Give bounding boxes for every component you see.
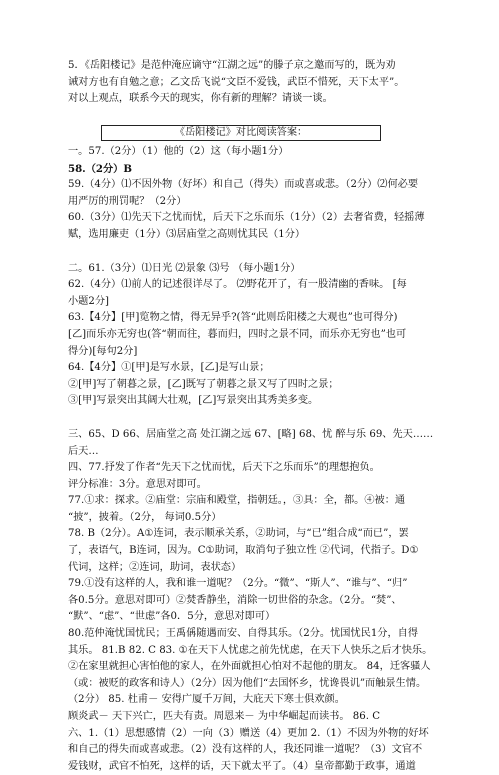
question-5-line-1: 5．《岳阳楼记》是范仲淹应谪守“江湖之远”的滕子京之邀而写的，既为劝 — [68, 60, 396, 71]
answer-line: 二。61.（3分）⑴日光 ⑵景象 ⑶号 （每小题1分） — [68, 262, 301, 274]
answer-line: 62.（4分）⑴前人的记述很详尽了。 ⑵野花开了，有一股清幽的香味。 [每 — [68, 279, 407, 291]
spacer — [68, 244, 440, 261]
answer-line: “披”，披着。（2分， 每词0.5分） — [68, 511, 222, 523]
answer-line: 59.（4分）⑴不因外物（好坏）和自己（得失）而或喜或悲。（2分）⑵何必要 — [68, 179, 419, 191]
answer-line: 顾炎武－ 天下兴亡，匹夫有责。周恩来－ 为中华崛起而读书。 86. C — [68, 711, 381, 722]
answer-line: 各0.5分。意思对即可）②焚香静坐，消除一切世俗的杂念。（2分。“焚”、 — [68, 594, 402, 606]
answer-line: （2分） 85. 杜甫－ 安得广厦千万间，大庇天下寒士俱欢颜。 — [68, 694, 345, 706]
answer-line: 了，表语气，B连词，因为。C①助词，取消句子独立性 ②代词，代指子。D① — [68, 545, 419, 557]
answer-line: 一。57.（2分）（1）他的（2）这（每小题1分） — [68, 146, 289, 157]
spacer — [68, 410, 440, 427]
answer-line: 60.（3分）⑴先天下之忧而忧，后天下之乐而乐（1分）（2）去奢省费，轻摇薄 — [68, 212, 425, 224]
answers-block — [68, 144, 440, 775]
answer-line: [乙]而乐亦无穷也(答“朝而往，暮而归，四时之景不同，而乐亦无穷也”也可 — [68, 328, 407, 340]
answer-line: ②[甲]写了朝暮之景，[乙]既写了朝暮之景又写了四时之景； — [68, 378, 339, 390]
answer-line: 64.【4分】①[甲]是写水景，[乙]是写山景； — [68, 362, 270, 374]
question-5-line-2: 诫对方也有自勉之意；乙文岳飞说“文臣不爱钱，武臣不惜死，天下太平”。 — [68, 76, 405, 88]
answer-line: 80.范仲淹忧国忧民；王禹偁随遇而安、自得其乐。（2分。忧国忧民1分，自得 — [68, 628, 419, 640]
answer-line: 四、77.抒发了作者“先天下之忧而忧，后天下之乐而乐”的理想抱负。 — [68, 462, 380, 474]
answer-line: ②在家里就担心害怕他的家人，在外面就担心怕对不起他的朋友。 84，迁客骚人 — [68, 661, 431, 673]
answer-line: 58.（2分）B — [68, 162, 132, 175]
question-5-line-3: 对以上观点，联系今天的现实，你有新的理解？请谈一谈。 — [68, 93, 333, 105]
question-5 — [68, 58, 440, 108]
answer-line: 代词，这样；②连词，助词，表状态） — [68, 561, 242, 573]
answer-line: （或：被贬的政客和诗人）（2分）因为他们“去国怀乡，忧谗畏讥”而触景生情。 — [68, 677, 427, 689]
answer-line: 得分)[每句2分] — [68, 345, 138, 357]
answer-line: “默”、“虑”、“世虑”各0．5分，意思对即可） — [68, 611, 276, 623]
answer-line: ③[甲]写景突出其阔大壮观，[乙]写景突出其秀美多变。 — [68, 395, 319, 407]
answer-line: 爱钱财，武官不怕死，这样的话，天下就太平了。（4）皇帝都勤于政事，通道 — [68, 760, 416, 772]
answer-line: 78. B（2分）。A①连词，表示顺承关系，②助词，与“已”组合成“而已”，罢 — [68, 528, 409, 540]
answer-section-title: 《岳阳楼记》对比阅读答案： — [101, 125, 381, 141]
answer-line: 赋，选用廉吏（1分）⑶居庙堂之高则忧其民（1分） — [68, 228, 306, 240]
answer-line: 三、65、D 66、居庙堂之高 处江湖之远 67、[略] 68、忧 醉与乐 69、先天…… — [68, 428, 434, 440]
answer-line: 77.①求：探求。②庙堂：宗庙和殿堂，指朝廷。，③具：全，都。④被：通 — [68, 495, 406, 507]
answer-line: 小题2分] — [68, 295, 110, 307]
answer-line: 六、1.（1）思想感情（2）一向（3）赠送（4）更加 2.（1）不因为外物的好坏 — [68, 727, 429, 739]
answer-line: 79.①没有这样的人，我和谁一道呢？（2分。“微”、“斯人”、“谁与”、“归” — [68, 578, 408, 590]
answer-line: 后天… — [68, 445, 99, 457]
answer-line: 评分标准：3分。意思对即可。 — [68, 478, 207, 490]
answer-line: 其乐。 81.B 82. C 83. ①在天下人忧虑之前先忧虑，在天下人快乐之后才快乐。 — [68, 644, 433, 656]
answer-line: 用严厉的刑罚呢？（2分） — [68, 195, 187, 207]
answer-line: 和自己的得失而或喜或悲。（2）没有这样的人，我还同谁一道呢？（3）文官不 — [68, 744, 423, 756]
answer-line: 63.【4分】[甲]览物之情，得无异乎?(答“此则岳阳楼之大观也”也可得分) — [68, 312, 398, 324]
